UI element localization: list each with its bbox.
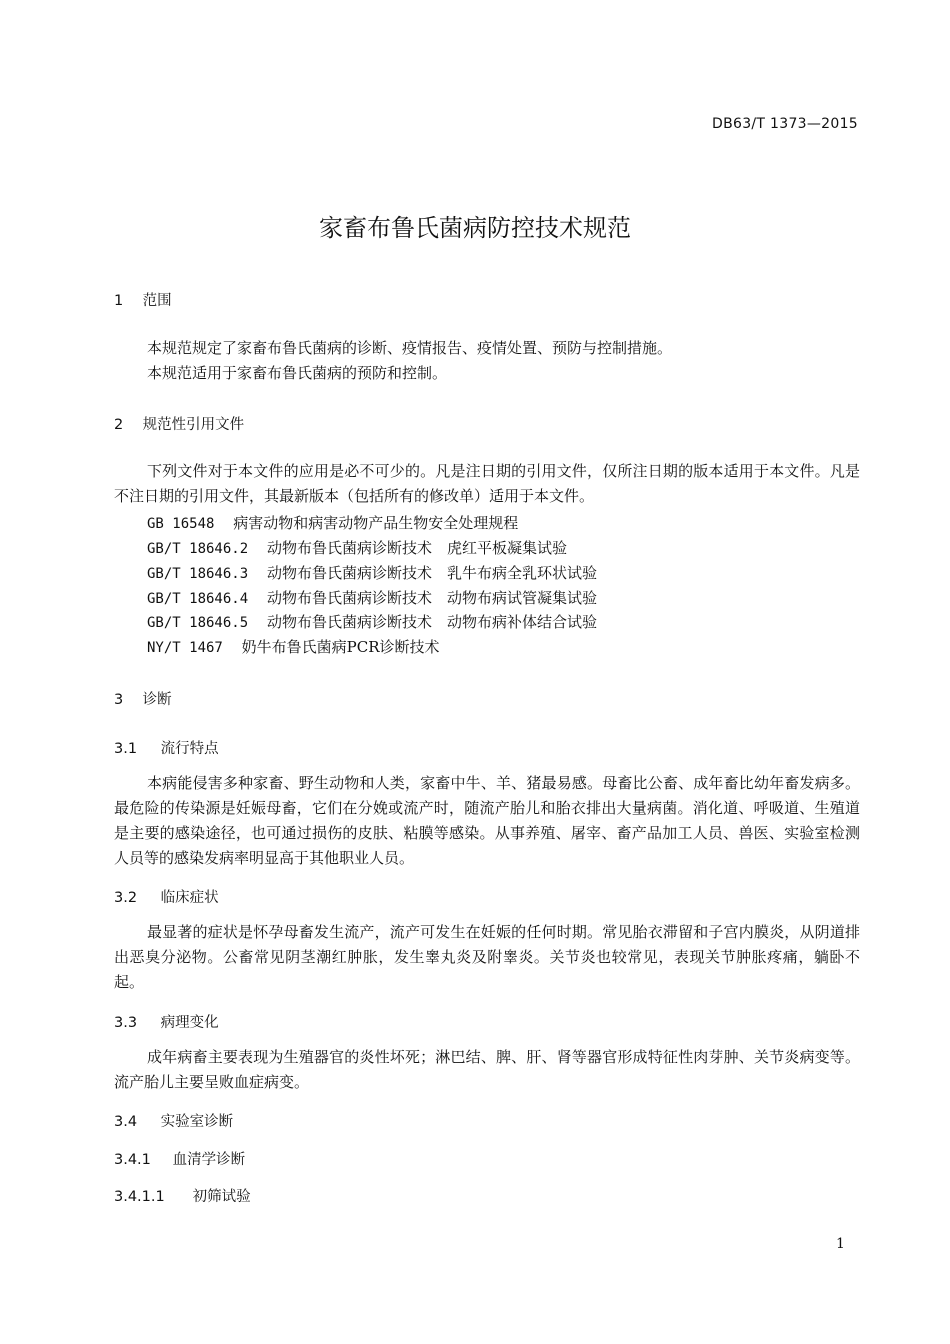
reference-title: 奶牛布鲁氏菌病PCR诊断技术 [241, 638, 440, 656]
section-number: 3.2 [114, 890, 138, 906]
section-3-3-heading [114, 1011, 219, 1032]
section-title: 病理变化 [160, 1015, 219, 1031]
reference-item [147, 636, 440, 657]
reference-code: NY/T 1467 [147, 640, 223, 656]
reference-title: 动物布鲁氏菌病诊断技术 动物布病补体结合试验 [266, 613, 597, 631]
reference-item [147, 587, 597, 608]
scope-line-1: 本规范规定了家畜布鲁氏菌病的诊断、疫情报告、疫情处置、预防与控制措施。 [147, 339, 673, 357]
reference-title: 动物布鲁氏菌病诊断技术 虎红平板凝集试验 [266, 539, 567, 557]
standard-code: DB63/T 1373—2015 [712, 116, 858, 132]
section-number: 1 [114, 293, 124, 309]
pathology-paragraph: 成年病畜主要表现为生殖器官的炎性坏死；淋巴结、脾、肝、肾等器官形成特征性肉芽肿、关节炎病变等。流产胎儿主要呈败血症病变。 [114, 1048, 860, 1091]
reference-item [147, 562, 597, 583]
reference-item [147, 512, 518, 533]
section-number: 3.1 [114, 741, 138, 757]
section-number: 3.4 [114, 1114, 138, 1130]
section-title: 临床症状 [160, 890, 219, 906]
section-title: 流行特点 [160, 741, 219, 757]
reference-item [147, 611, 597, 632]
reference-code: GB/T 18646.5 [147, 615, 249, 631]
references-intro: 下列文件对于本文件的应用是必不可少的。凡是注日期的引用文件，仅所注日期的版本适用于本文件。凡是不注日期的引用文件，其最新版本（包括所有的修改单）适用于本文件。 [114, 462, 860, 505]
section-3-1-heading [114, 737, 219, 758]
reference-code: GB 16548 [147, 516, 215, 532]
reference-code: GB/T 18646.2 [147, 541, 249, 557]
section-title: 规范性引用文件 [142, 417, 245, 433]
section-title: 诊断 [142, 692, 172, 708]
section-3-4-1-heading [114, 1148, 245, 1169]
reference-item [147, 537, 567, 558]
section-number: 2 [114, 417, 124, 433]
section-title: 实验室诊断 [160, 1114, 234, 1130]
reference-title: 病害动物和病害动物产品生物安全处理规程 [233, 514, 519, 532]
section-title: 血清学诊断 [172, 1152, 246, 1168]
section-number: 3.3 [114, 1015, 138, 1031]
document-title: 家畜布鲁氏菌病防控技术规范 [319, 214, 631, 242]
reference-title: 动物布鲁氏菌病诊断技术 动物布病试管凝集试验 [266, 589, 597, 607]
section-2-heading [114, 413, 244, 434]
section-title: 初筛试验 [192, 1189, 251, 1205]
section-title: 范围 [142, 293, 172, 309]
section-number: 3.4.1.1 [114, 1189, 165, 1205]
section-number: 3 [114, 692, 124, 708]
section-number: 3.4.1 [114, 1152, 151, 1168]
section-3-heading [114, 688, 172, 709]
epidemiology-paragraph: 本病能侵害多种家畜、野生动物和人类，家畜中牛、羊、猪最易感。母畜比公畜、成年畜比幼年畜发病多。最危险的传染源是妊娠母畜，它们在分娩或流产时，随流产胎儿和胎衣排出大量病菌。消化道、呼吸道、生殖道是主要的感染途径，也可通过损伤的皮肤、粘膜等感染。从事养殖、屠宰、畜产品加工人员、兽医、实验室检测人员等的感染发病率明显高于其他职业人员。 [114, 774, 860, 867]
clinical-signs-paragraph: 最显著的症状是怀孕母畜发生流产，流产可发生在妊娠的任何时期。常见胎衣滞留和子宫内膜炎，从阴道排出恶臭分泌物。公畜常见阴茎潮红肿胀，发生睾丸炎及附睾炎。关节炎也较常见，表现关节肿胀疼痛，躺卧不起。 [114, 923, 860, 991]
section-1-heading [114, 289, 172, 310]
scope-line-2: 本规范适用于家畜布鲁氏菌病的预防和控制。 [147, 364, 448, 382]
reference-title: 动物布鲁氏菌病诊断技术 乳牛布病全乳环状试验 [266, 564, 597, 582]
section-3-4-heading [114, 1110, 233, 1131]
page-number: 1 [836, 1236, 845, 1252]
section-3-2-heading [114, 886, 219, 907]
section-3-4-1-1-heading [114, 1185, 251, 1206]
reference-code: GB/T 18646.3 [147, 566, 249, 582]
reference-code: GB/T 18646.4 [147, 591, 249, 607]
